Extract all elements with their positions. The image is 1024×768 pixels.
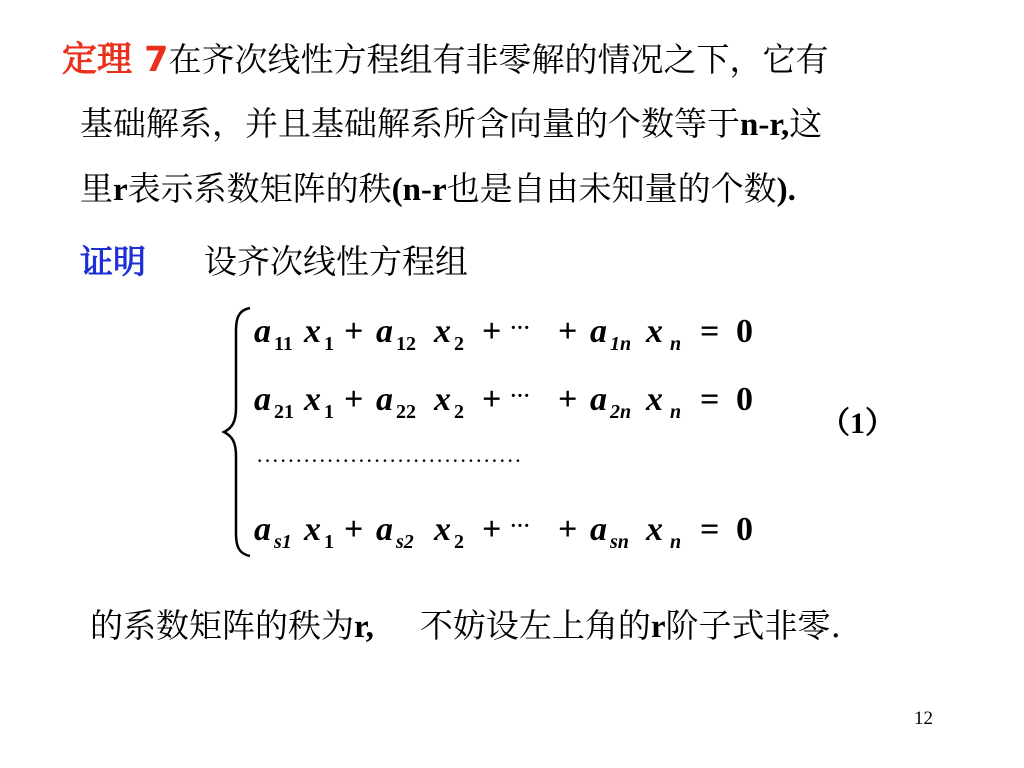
conclusion-text-e: 阶子式非零.: [665, 606, 842, 645]
left-brace-icon: [224, 308, 250, 556]
equals-sign: =: [700, 381, 720, 418]
coefficient: a: [590, 313, 607, 350]
proof-text: 设齐次线性方程组: [204, 242, 468, 281]
theorem-text-2a: 基础解系，并且基础解系所含向量的个数等于: [80, 104, 740, 143]
subscript: 1: [324, 531, 334, 553]
conclusion-text-c: 不妨设左上角的: [419, 606, 651, 645]
subscript: s1: [274, 531, 292, 553]
subscript: n: [670, 333, 682, 355]
theorem-line-2: [62, 92, 997, 157]
theorem-block: [62, 28, 997, 222]
rhs-zero: 0: [736, 313, 753, 350]
variable: x: [434, 313, 451, 350]
plus-sign: +: [558, 381, 578, 418]
equation-system: [220, 300, 780, 562]
theorem-line-1: [62, 28, 997, 92]
equals-sign: =: [700, 313, 720, 350]
subscript: 12: [396, 333, 416, 355]
subscript: 2: [454, 531, 464, 553]
subscript: 1n: [610, 333, 632, 355]
theorem-text-3f: ).: [776, 172, 796, 208]
proof-row: [80, 236, 468, 283]
theorem-text-1: 在齐次线性方程组有非零解的情况之下，它有: [168, 40, 829, 79]
plus-sign: +: [558, 511, 578, 548]
dots-row: ··································: [256, 448, 523, 473]
theorem-line-3: [62, 157, 997, 222]
plus-sign: +: [482, 313, 502, 350]
subscript: 22: [396, 401, 416, 423]
theorem-text-2c: 这: [789, 104, 823, 143]
subscript: 11: [274, 333, 293, 355]
coefficient: a: [590, 511, 607, 548]
variable: x: [304, 511, 321, 548]
ellipsis: ···: [510, 515, 531, 537]
plus-sign: +: [344, 381, 364, 418]
subscript: 21: [274, 401, 294, 423]
theorem-text-3c: 表示系数矩阵的秩: [127, 169, 392, 208]
ellipsis: ···: [510, 317, 531, 339]
variable: x: [304, 313, 321, 350]
rhs-zero: 0: [736, 381, 753, 418]
page-number: 12: [914, 708, 933, 729]
subscript: n: [670, 531, 682, 553]
coefficient: a: [590, 381, 607, 418]
plus-sign: +: [482, 511, 502, 548]
conclusion-line: [90, 600, 841, 647]
conclusion-text-a: 的系数矩阵的秩为: [90, 606, 354, 645]
theorem-label: 定理 7: [62, 40, 169, 80]
variable: x: [646, 381, 663, 418]
subscript: 2: [454, 401, 464, 423]
theorem-text-2b: n-r,: [740, 107, 790, 143]
theorem-text-3a: 里: [80, 169, 113, 208]
subscript: 2: [454, 333, 464, 355]
variable: x: [646, 313, 663, 350]
subscript: 1: [324, 401, 334, 423]
subscript: n: [670, 401, 682, 423]
variable: x: [434, 511, 451, 548]
plus-sign: +: [482, 381, 502, 418]
theorem-text-3e: 也是自由未知量的个数: [446, 169, 777, 208]
equation-number: （1）: [820, 407, 895, 440]
subscript: s2: [396, 531, 414, 553]
subscript: 1: [324, 333, 334, 355]
conclusion-text-b: r,: [354, 609, 374, 645]
coefficient: a: [376, 381, 393, 418]
coefficient: a: [254, 511, 271, 548]
plus-sign: +: [344, 511, 364, 548]
variable: x: [646, 511, 663, 548]
coefficient: a: [376, 313, 393, 350]
theorem-text-3d: (n-r: [391, 172, 447, 208]
plus-sign: +: [344, 313, 364, 350]
rhs-zero: 0: [736, 511, 753, 548]
theorem-text-3b: r: [113, 172, 128, 208]
subscript: 2n: [610, 401, 632, 423]
ellipsis: ···: [510, 385, 531, 407]
variable: x: [304, 381, 321, 418]
plus-sign: +: [558, 313, 578, 350]
coefficient: a: [254, 381, 271, 418]
equals-sign: =: [700, 511, 720, 548]
coefficient: a: [376, 511, 393, 548]
coefficient: a: [254, 313, 271, 350]
subscript: sn: [610, 531, 629, 553]
variable: x: [434, 381, 451, 418]
conclusion-text-d: r: [650, 609, 666, 645]
proof-label: 证明: [80, 242, 146, 281]
